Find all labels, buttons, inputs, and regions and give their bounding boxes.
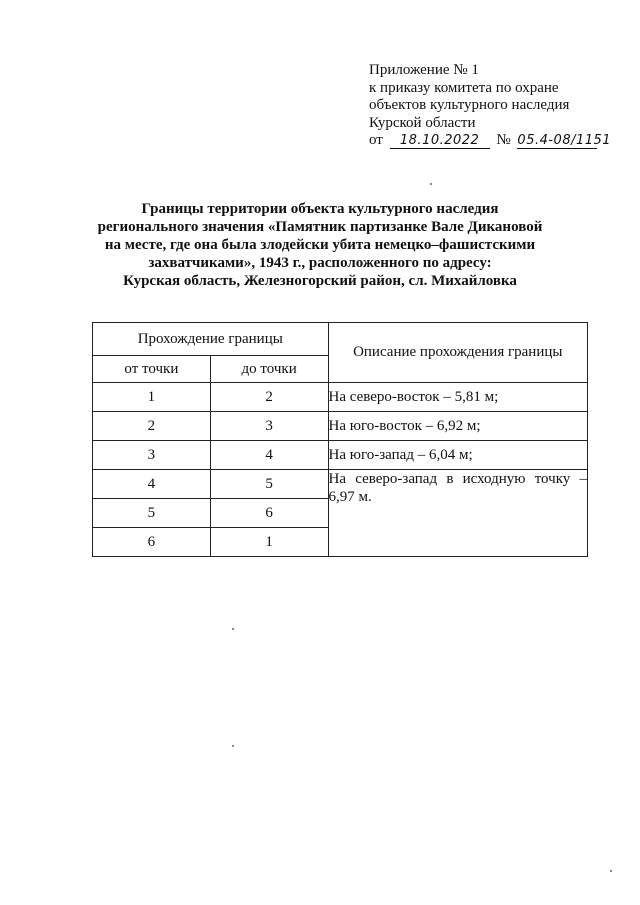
cell-description: На северо-восток – 5,81 м;: [328, 383, 587, 412]
scan-speck: [232, 628, 234, 630]
title-line-5: Курская область, Железногорский район, сл. Михайловка: [123, 273, 517, 289]
title-line-2: регионального значения «Памятник партизанке Вале Дикановой: [97, 219, 543, 235]
scan-speck: [232, 745, 234, 747]
cell-from: 2: [93, 412, 211, 441]
table-row: [93, 412, 588, 441]
cell-description: На юго-восток – 6,92 м;: [328, 412, 587, 441]
appendix-date-number-line: [369, 132, 612, 150]
table-header-row: [93, 323, 588, 356]
cell-from: 6: [93, 528, 211, 557]
cell-to: 4: [210, 441, 328, 470]
number-prefix: №: [496, 132, 511, 148]
header-from-point: от точки: [93, 356, 211, 383]
cell-to: 2: [210, 383, 328, 412]
handwritten-date: 18.10.2022: [399, 133, 480, 148]
cell-to: 3: [210, 412, 328, 441]
number-field: [517, 133, 612, 149]
title-line-1: Границы территории объекта культурного наследия: [141, 201, 499, 217]
title-line-3: на месте, где она была злодейски убита немецко–фашистскими: [104, 237, 536, 253]
header-boundary-passage: Прохождение границы: [93, 323, 329, 356]
date-field: [390, 133, 490, 149]
appendix-order-ref: к приказу комитета по охране: [369, 79, 559, 96]
scan-speck: [430, 183, 432, 185]
cell-description-merged: На северо-запад в исходную точку – 6,97 м.: [328, 470, 587, 557]
title-line-4: захватчиками», 1943 г., расположенного по адресу:: [148, 255, 492, 271]
handwritten-number: 05.4-08/1151: [517, 133, 612, 148]
cell-to: 5: [210, 470, 328, 499]
appendix-title: Приложение № 1: [369, 62, 479, 78]
header-to-point: до точки: [210, 356, 328, 383]
header-description: Описание прохождения границы: [328, 323, 587, 383]
cell-description: На юго-запад – 6,04 м;: [328, 441, 587, 470]
boundary-table: [92, 322, 588, 557]
appendix-region: Курской области: [369, 114, 476, 131]
table-row: [93, 470, 588, 499]
table-row: [93, 383, 588, 412]
cell-from: 1: [93, 383, 211, 412]
cell-from: 5: [93, 499, 211, 528]
cell-from: 4: [93, 470, 211, 499]
date-prefix: от: [369, 132, 383, 148]
cell-to: 1: [210, 528, 328, 557]
appendix-committee: объектов культурного наследия: [369, 97, 570, 113]
cell-from: 3: [93, 441, 211, 470]
appendix-block: [369, 62, 612, 150]
document-title: [60, 200, 580, 290]
cell-to: 6: [210, 499, 328, 528]
scan-speck: [610, 870, 612, 872]
table-row: [93, 441, 588, 470]
